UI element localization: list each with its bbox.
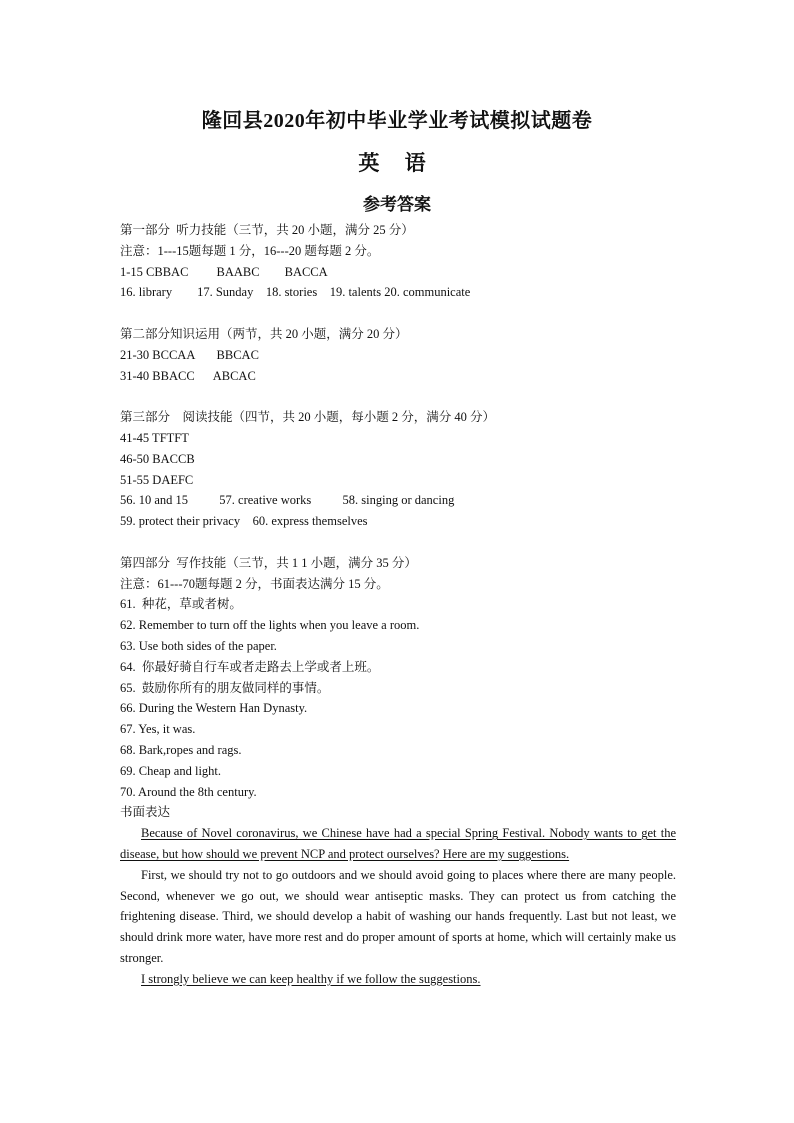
part3-answers-1: 41-45 TFTFT <box>120 430 189 445</box>
part2-answers-2: 31-40 BBACC ABCAC <box>120 368 256 383</box>
part1-heading: 第一部分 听力技能（三节，共 20 小题，满分 25 分） <box>120 223 414 237</box>
answer-item: 61. 种花，草或者树。 <box>120 597 242 612</box>
part3-answers-4: 56. 10 and 15 57. creative works 58. singing or dancing <box>120 493 455 508</box>
answer-item: 66. During the Western Han Dynasty. <box>120 701 308 716</box>
answer-item: 63. Use both sides of the paper. <box>120 638 277 653</box>
answer-item: 69. Cheap and light. <box>120 763 222 778</box>
part1-note: 注意：1---15题每题 1 分，16---20 题每题 2 分。 <box>120 243 380 258</box>
part1-answers-2: 16. library 17. Sunday 18. stories 19. talents 20. communicate <box>120 285 471 300</box>
answer-item: 62. Remember to turn off the lights when you leave a room. <box>120 618 420 633</box>
answer-item: 68. Bark,ropes and rags. <box>120 742 242 757</box>
part2-heading: 第二部分知识运用（两节，共 20 小题，满分 20 分） <box>120 326 408 341</box>
part1-answers-1: 1-15 CBBAC BAABC BACCA <box>120 264 328 279</box>
essay-conclusion <box>120 969 676 990</box>
part4-note: 注意：61---70题每题 2 分，书面表达满分 15 分。 <box>120 576 389 591</box>
answer-item: 65. 鼓励你所有的朋友做同样的事情。 <box>120 680 330 695</box>
answer-item: 67. Yes, it was. <box>120 722 196 737</box>
essay-conclusion-text: I strongly believe we can keep healthy if we follow the suggestions. <box>141 971 481 986</box>
answer-item: 64. 你最好骑自行车或者走路去上学或者上班。 <box>120 659 380 674</box>
answer-body <box>120 220 676 989</box>
answer-key-title: 参考答案 <box>363 195 431 214</box>
essay-body: First, we should try not to go outdoors and we should avoid going to places where there are many people. Second, whenever we go out, we should wear antiseptic masks. They can protect us from catching the frightening disease. Third, we should develop a habit of washing our hands frequently. Last but not least, we should drink more water, have more rest and do proper amount of sports at home, which will certainly make us stronger. <box>120 867 676 965</box>
spacer <box>120 386 676 407</box>
subject-title: 英 语 <box>358 151 436 175</box>
answer-item: 70. Around the 8th century. <box>120 784 257 799</box>
part3-answers-3: 51-55 DAEFC <box>120 472 194 487</box>
part3-answers-2: 46-50 BACCB <box>120 451 195 466</box>
part2-answers-1: 21-30 BCCAA BBCAC <box>120 347 259 362</box>
writing-label: 书面表达 <box>120 805 171 820</box>
essay-intro-text: Because of Novel coronavirus, we Chinese have had a special Spring Festival. Nobody wants to get the disease, but how should we prevent NCP and protect ourselves? Here are my suggestions. <box>120 826 676 861</box>
essay-intro <box>120 823 676 865</box>
part3-heading: 第三部分 阅读技能（四节，共 20 小题，每小题 2 分，满分 40 分） <box>120 410 496 425</box>
part3-answers-5: 59. protect their privacy 60. express themselves <box>120 514 368 529</box>
spacer <box>120 532 676 553</box>
exam-title: 隆回县2020年初中毕业学业考试模拟试题卷 <box>201 110 593 132</box>
part4-heading: 第四部分 写作技能（三节，共 1 1 小题，满分 35 分） <box>120 555 417 570</box>
spacer <box>120 303 676 324</box>
